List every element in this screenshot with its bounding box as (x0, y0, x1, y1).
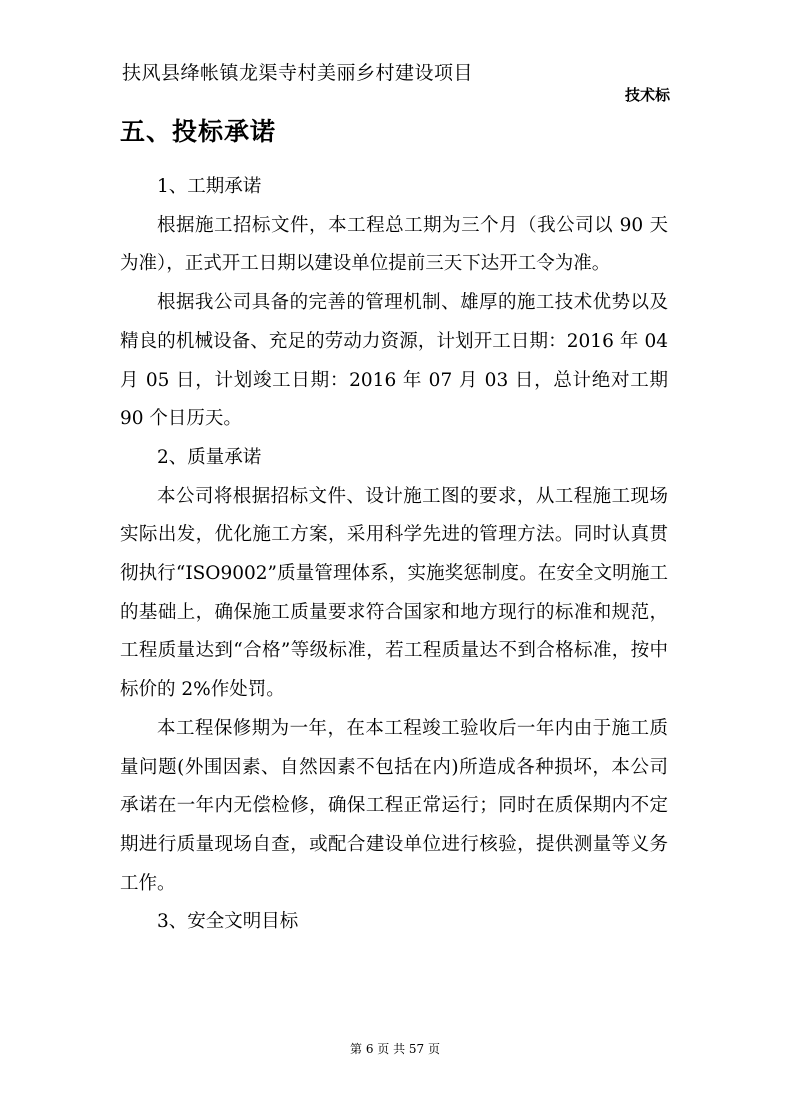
subheading-quality-commitment: 2、质量承诺 (157, 446, 262, 468)
section-title: 五、投标承诺 (120, 117, 277, 146)
paragraph-quality-2: 本工程保修期为一年，在本工程竣工验收后一年内由于施工质量问题(外围因素、自然因素不包括在内)所造成各种损坏，本公司承诺在一年内无偿检修，确保工程正常运行；同时在质保期内不定期进行质量现场自查，或配合建设单位进行核验，提供测量等义务工作。 (120, 717, 668, 894)
document-header-title: 扶风县绛帐镇龙渠寺村美丽乡村建设项目 (122, 62, 474, 84)
paragraph-schedule-1: 根据施工招标文件，本工程总工期为三个月（我公司以 90 天为准），正式开工日期以建设单位提前三天下达开工令为准。 (120, 214, 668, 275)
paragraph-quality-1: 本公司将根据招标文件、设计施工图的要求，从工程施工现场实际出发，优化施工方案，采用科学先进的管理方法。同时认真贯彻执行“ISO9002”质量管理体系，实施奖惩制度。在安全文明施工的基础上，确保施工质量要求符合国家和地方现行的标准和规范，工程质量达到“合格”等级标准，若工程质量达不到合格标准，按中标价的 2%作处罚。 (120, 485, 668, 701)
page-number: 第 6 页 共 57 页 (350, 1042, 440, 1056)
paragraph-schedule-2: 根据我公司具备的完善的管理机制、雄厚的施工技术优势以及精良的机械设备、充足的劳动力资源，计划开工日期：2016 年 04 月 05 日，计划竣工日期：2016 年 07 月 03 日，总计绝对工期 90 个日历天。 (120, 292, 668, 430)
document-body (120, 168, 668, 942)
subheading-safety-target: 3、安全文明目标 (157, 911, 299, 933)
document-header-tag: 技术标 (624, 86, 670, 104)
subheading-schedule-commitment: 1、工期承诺 (157, 176, 262, 197)
